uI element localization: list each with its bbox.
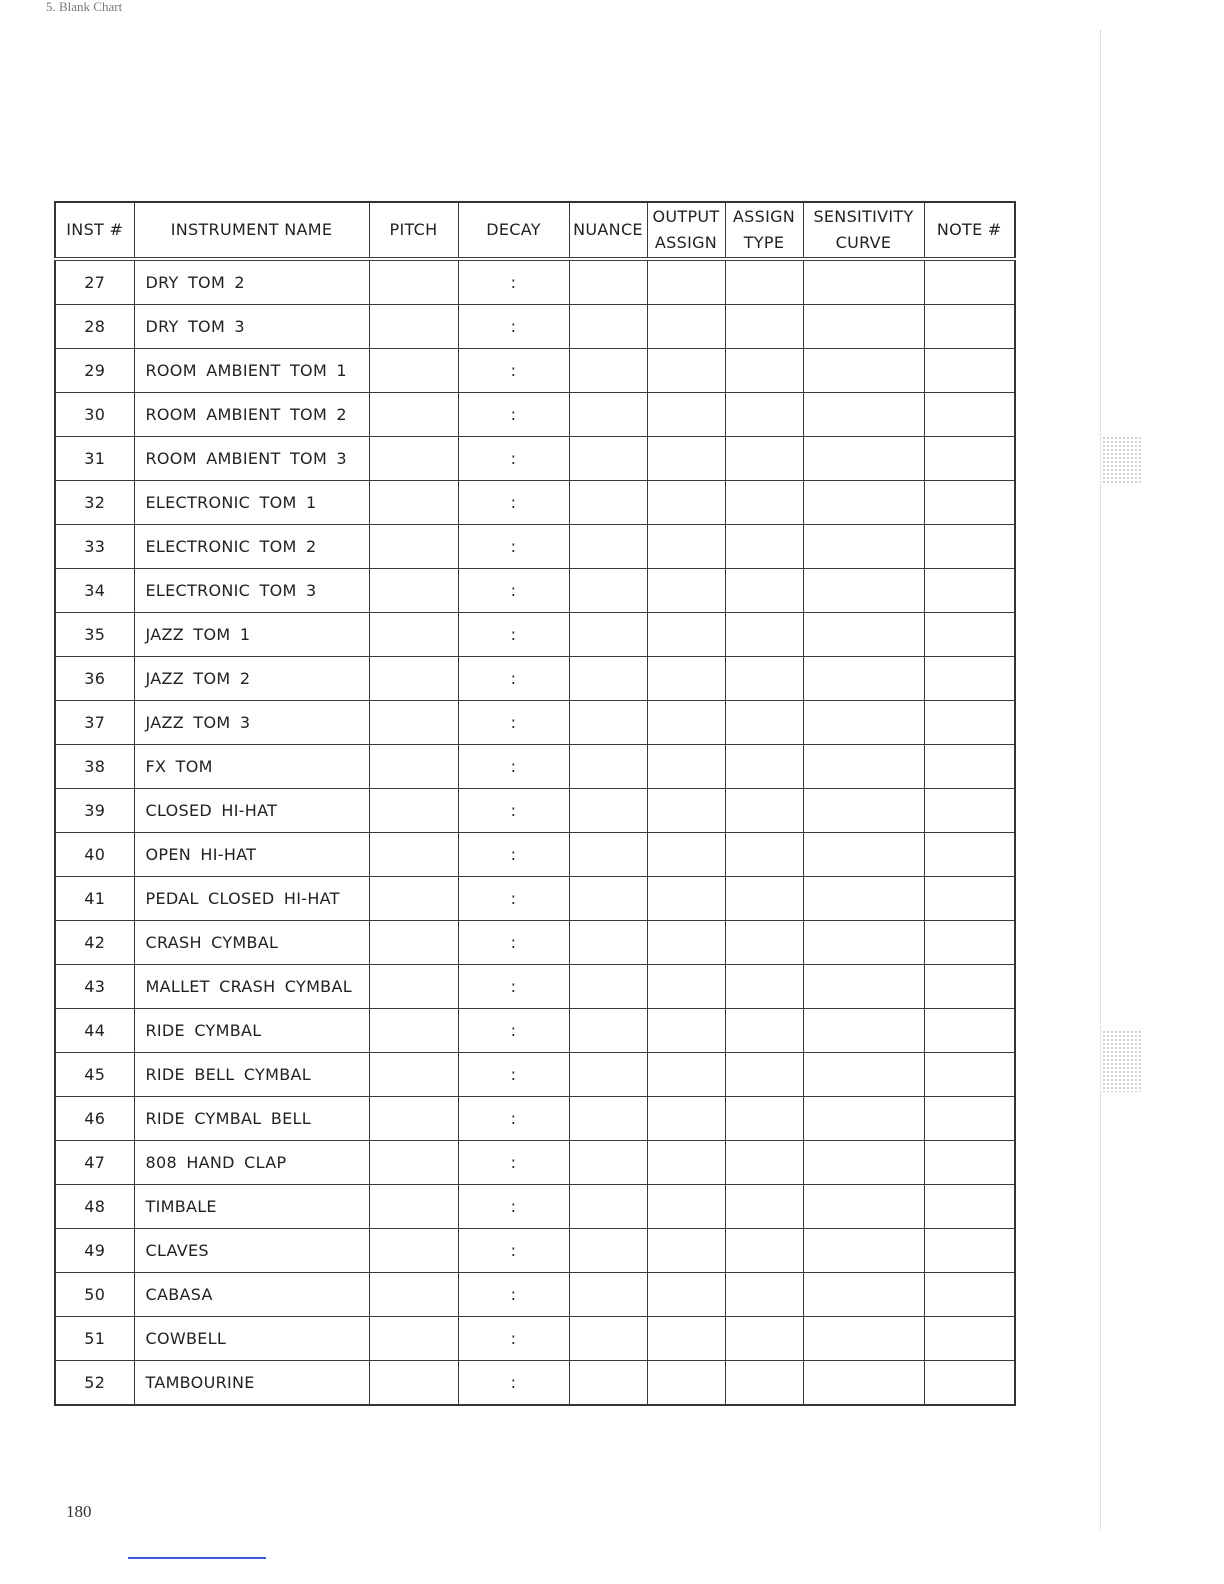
output-assign-cell	[647, 393, 725, 437]
instrument-name-cell: CABASA	[134, 1273, 369, 1317]
instrument-name-cell: CLAVES	[134, 1229, 369, 1273]
inst-number-cell: 40	[55, 833, 134, 877]
assign-type-cell	[725, 789, 803, 833]
assign-type-cell	[725, 1185, 803, 1229]
inst-number-cell: 36	[55, 657, 134, 701]
table-row	[55, 393, 1015, 437]
sensitivity-curve-cell	[803, 701, 924, 745]
assign-type-cell	[725, 1361, 803, 1406]
sensitivity-curve-cell	[803, 1361, 924, 1406]
inst-number-cell: 29	[55, 349, 134, 393]
output-assign-cell	[647, 1185, 725, 1229]
sensitivity-curve-cell	[803, 1097, 924, 1141]
decay-cell: :	[458, 259, 569, 305]
note-number-cell	[924, 745, 1015, 789]
instrument-name-cell: ROOM AMBIENT TOM 1	[134, 349, 369, 393]
table-row	[55, 1361, 1015, 1406]
sensitivity-curve-cell	[803, 1273, 924, 1317]
decay-cell: :	[458, 965, 569, 1009]
output-assign-cell	[647, 1273, 725, 1317]
scan-speckle	[1102, 1030, 1142, 1092]
assign-type-cell	[725, 525, 803, 569]
sensitivity-curve-cell	[803, 877, 924, 921]
note-number-cell	[924, 789, 1015, 833]
note-number-cell	[924, 437, 1015, 481]
nuance-cell	[569, 349, 647, 393]
pitch-cell	[369, 1053, 458, 1097]
decay-cell: :	[458, 1053, 569, 1097]
table-row	[55, 965, 1015, 1009]
pitch-cell	[369, 833, 458, 877]
assign-type-cell	[725, 965, 803, 1009]
pitch-cell	[369, 701, 458, 745]
table-row	[55, 657, 1015, 701]
instrument-name-cell: COWBELL	[134, 1317, 369, 1361]
sensitivity-curve-cell	[803, 965, 924, 1009]
table-row	[55, 1097, 1015, 1141]
header-output-assign	[647, 202, 725, 259]
output-assign-cell	[647, 657, 725, 701]
note-number-cell	[924, 657, 1015, 701]
note-number-cell	[924, 525, 1015, 569]
header-sensitivity-curve-line2: CURVE	[835, 233, 892, 252]
nuance-cell	[569, 1229, 647, 1273]
pitch-cell	[369, 745, 458, 789]
inst-number-cell: 31	[55, 437, 134, 481]
pitch-cell	[369, 305, 458, 349]
sensitivity-curve-cell	[803, 1185, 924, 1229]
note-number-cell	[924, 1053, 1015, 1097]
sensitivity-curve-cell	[803, 657, 924, 701]
table-row	[55, 1317, 1015, 1361]
note-number-cell	[924, 259, 1015, 305]
instrument-name-cell: ELECTRONIC TOM 2	[134, 525, 369, 569]
note-number-cell	[924, 1361, 1015, 1406]
sensitivity-curve-cell	[803, 833, 924, 877]
pitch-cell	[369, 613, 458, 657]
table-row	[55, 833, 1015, 877]
header-assign-type-line1: ASSIGN	[732, 207, 796, 226]
header-note-number: NOTE #	[924, 202, 1015, 259]
output-assign-cell	[647, 349, 725, 393]
running-head-text: 5. Blank Chart	[46, 0, 123, 14]
decay-cell: :	[458, 305, 569, 349]
instrument-name-cell: DRY TOM 2	[134, 259, 369, 305]
decay-cell: :	[458, 745, 569, 789]
inst-number-cell: 34	[55, 569, 134, 613]
note-number-cell	[924, 1141, 1015, 1185]
note-number-cell	[924, 1273, 1015, 1317]
sensitivity-curve-cell	[803, 1009, 924, 1053]
assign-type-cell	[725, 349, 803, 393]
output-assign-cell	[647, 1317, 725, 1361]
inst-number-cell: 27	[55, 259, 134, 305]
instrument-name-cell: DRY TOM 3	[134, 305, 369, 349]
pitch-cell	[369, 1009, 458, 1053]
pitch-cell	[369, 1273, 458, 1317]
assign-type-cell	[725, 1141, 803, 1185]
output-assign-cell	[647, 877, 725, 921]
header-assign-type	[725, 202, 803, 259]
table-row	[55, 1273, 1015, 1317]
output-assign-cell	[647, 259, 725, 305]
inst-number-cell: 49	[55, 1229, 134, 1273]
instrument-name-cell: TAMBOURINE	[134, 1361, 369, 1406]
pitch-cell	[369, 1141, 458, 1185]
assign-type-cell	[725, 921, 803, 965]
output-assign-cell	[647, 965, 725, 1009]
note-number-cell	[924, 1229, 1015, 1273]
output-assign-cell	[647, 1009, 725, 1053]
sensitivity-curve-cell	[803, 745, 924, 789]
output-assign-cell	[647, 569, 725, 613]
pitch-cell	[369, 569, 458, 613]
sensitivity-curve-cell	[803, 1229, 924, 1273]
pitch-cell	[369, 349, 458, 393]
nuance-cell	[569, 965, 647, 1009]
pitch-cell	[369, 1317, 458, 1361]
nuance-cell	[569, 1185, 647, 1229]
table-row	[55, 305, 1015, 349]
table-row	[55, 1053, 1015, 1097]
output-assign-cell	[647, 437, 725, 481]
table-row	[55, 613, 1015, 657]
note-number-cell	[924, 877, 1015, 921]
instrument-chart-table	[54, 201, 1016, 1406]
nuance-cell	[569, 701, 647, 745]
sensitivity-curve-cell	[803, 305, 924, 349]
decay-cell: :	[458, 393, 569, 437]
inst-number-cell: 42	[55, 921, 134, 965]
assign-type-cell	[725, 1229, 803, 1273]
decay-cell: :	[458, 481, 569, 525]
output-assign-cell	[647, 833, 725, 877]
assign-type-cell	[725, 1273, 803, 1317]
instrument-name-cell: RIDE CYMBAL	[134, 1009, 369, 1053]
scan-edge-line	[1100, 30, 1101, 1530]
decay-cell: :	[458, 569, 569, 613]
instrument-name-cell: ELECTRONIC TOM 3	[134, 569, 369, 613]
instrument-name-cell: JAZZ TOM 2	[134, 657, 369, 701]
decay-cell: :	[458, 833, 569, 877]
output-assign-cell	[647, 1229, 725, 1273]
sensitivity-curve-cell	[803, 481, 924, 525]
header-assign-type-line2: TYPE	[743, 233, 785, 252]
instrument-name-cell: ELECTRONIC TOM 1	[134, 481, 369, 525]
nuance-cell	[569, 569, 647, 613]
instrument-name-cell: TIMBALE	[134, 1185, 369, 1229]
decay-cell: :	[458, 657, 569, 701]
instrument-name-cell: JAZZ TOM 3	[134, 701, 369, 745]
sensitivity-curve-cell	[803, 569, 924, 613]
decay-cell: :	[458, 1273, 569, 1317]
output-assign-cell	[647, 481, 725, 525]
pitch-cell	[369, 437, 458, 481]
instrument-name-cell: RIDE BELL CYMBAL	[134, 1053, 369, 1097]
instrument-name-cell: FX TOM	[134, 745, 369, 789]
nuance-cell	[569, 437, 647, 481]
inst-number-cell: 48	[55, 1185, 134, 1229]
instrument-name-cell: ROOM AMBIENT TOM 3	[134, 437, 369, 481]
decay-cell: :	[458, 1317, 569, 1361]
pitch-cell	[369, 1229, 458, 1273]
sensitivity-curve-cell	[803, 1141, 924, 1185]
note-number-cell	[924, 393, 1015, 437]
note-number-cell	[924, 833, 1015, 877]
pitch-cell	[369, 657, 458, 701]
pitch-cell	[369, 921, 458, 965]
output-assign-cell	[647, 613, 725, 657]
instrument-name-cell: PEDAL CLOSED HI-HAT	[134, 877, 369, 921]
output-assign-cell	[647, 1097, 725, 1141]
header-decay: DECAY	[458, 202, 569, 259]
output-assign-cell	[647, 789, 725, 833]
nuance-cell	[569, 481, 647, 525]
inst-number-cell: 28	[55, 305, 134, 349]
instrument-name-cell: 808 HAND CLAP	[134, 1141, 369, 1185]
pitch-cell	[369, 965, 458, 1009]
instrument-name-cell: OPEN HI-HAT	[134, 833, 369, 877]
decay-cell: :	[458, 1009, 569, 1053]
table-row	[55, 1229, 1015, 1273]
note-number-cell	[924, 349, 1015, 393]
nuance-cell	[569, 1141, 647, 1185]
sensitivity-curve-cell	[803, 437, 924, 481]
note-number-cell	[924, 1009, 1015, 1053]
table-row	[55, 569, 1015, 613]
pitch-cell	[369, 259, 458, 305]
table-row	[55, 525, 1015, 569]
table-row	[55, 481, 1015, 525]
page-number: 180	[66, 1502, 92, 1521]
inst-number-cell: 46	[55, 1097, 134, 1141]
nuance-cell	[569, 1317, 647, 1361]
table-row	[55, 349, 1015, 393]
running-head	[46, 0, 123, 24]
assign-type-cell	[725, 437, 803, 481]
sensitivity-curve-cell	[803, 349, 924, 393]
inst-number-cell: 43	[55, 965, 134, 1009]
instrument-name-cell: CLOSED HI-HAT	[134, 789, 369, 833]
note-number-cell	[924, 1185, 1015, 1229]
nuance-cell	[569, 877, 647, 921]
table-row	[55, 921, 1015, 965]
inst-number-cell: 45	[55, 1053, 134, 1097]
assign-type-cell	[725, 701, 803, 745]
header-instrument-name: INSTRUMENT NAME	[134, 202, 369, 259]
instrument-name-cell: RIDE CYMBAL BELL	[134, 1097, 369, 1141]
sensitivity-curve-cell	[803, 613, 924, 657]
decay-cell: :	[458, 1141, 569, 1185]
sensitivity-curve-cell	[803, 1053, 924, 1097]
output-assign-cell	[647, 921, 725, 965]
bottom-rule	[128, 1557, 266, 1559]
table-row	[55, 259, 1015, 305]
sensitivity-curve-cell	[803, 1317, 924, 1361]
header-output-assign-line2: ASSIGN	[654, 233, 718, 252]
header-output-assign-line1: OUTPUT	[652, 207, 720, 226]
inst-number-cell: 38	[55, 745, 134, 789]
decay-cell: :	[458, 349, 569, 393]
assign-type-cell	[725, 1009, 803, 1053]
table-row	[55, 1141, 1015, 1185]
pitch-cell	[369, 393, 458, 437]
table-row	[55, 1185, 1015, 1229]
inst-number-cell: 52	[55, 1361, 134, 1406]
output-assign-cell	[647, 701, 725, 745]
assign-type-cell	[725, 833, 803, 877]
nuance-cell	[569, 613, 647, 657]
inst-number-cell: 30	[55, 393, 134, 437]
decay-cell: :	[458, 789, 569, 833]
decay-cell: :	[458, 437, 569, 481]
decay-cell: :	[458, 877, 569, 921]
inst-number-cell: 37	[55, 701, 134, 745]
table-body	[55, 259, 1015, 1405]
header-sensitivity-curve	[803, 202, 924, 259]
nuance-cell	[569, 1273, 647, 1317]
table-row	[55, 1009, 1015, 1053]
assign-type-cell	[725, 1097, 803, 1141]
sensitivity-curve-cell	[803, 525, 924, 569]
assign-type-cell	[725, 305, 803, 349]
inst-number-cell: 39	[55, 789, 134, 833]
sensitivity-curve-cell	[803, 393, 924, 437]
decay-cell: :	[458, 613, 569, 657]
pitch-cell	[369, 1185, 458, 1229]
assign-type-cell	[725, 481, 803, 525]
nuance-cell	[569, 921, 647, 965]
pitch-cell	[369, 1097, 458, 1141]
nuance-cell	[569, 1009, 647, 1053]
pitch-cell	[369, 481, 458, 525]
nuance-cell	[569, 657, 647, 701]
note-number-cell	[924, 921, 1015, 965]
assign-type-cell	[725, 1317, 803, 1361]
inst-number-cell: 35	[55, 613, 134, 657]
sensitivity-curve-cell	[803, 789, 924, 833]
table-row	[55, 437, 1015, 481]
note-number-cell	[924, 1097, 1015, 1141]
nuance-cell	[569, 1053, 647, 1097]
instrument-name-cell: CRASH CYMBAL	[134, 921, 369, 965]
table-row	[55, 789, 1015, 833]
decay-cell: :	[458, 1229, 569, 1273]
instrument-name-cell: JAZZ TOM 1	[134, 613, 369, 657]
nuance-cell	[569, 745, 647, 789]
instrument-name-cell: ROOM AMBIENT TOM 2	[134, 393, 369, 437]
scan-speckle	[1102, 436, 1142, 484]
header-sensitivity-curve-line1: SENSITIVITY	[813, 207, 914, 226]
inst-number-cell: 51	[55, 1317, 134, 1361]
nuance-cell	[569, 393, 647, 437]
nuance-cell	[569, 305, 647, 349]
header-pitch: PITCH	[369, 202, 458, 259]
assign-type-cell	[725, 745, 803, 789]
note-number-cell	[924, 701, 1015, 745]
note-number-cell	[924, 1317, 1015, 1361]
decay-cell: :	[458, 525, 569, 569]
nuance-cell	[569, 259, 647, 305]
inst-number-cell: 41	[55, 877, 134, 921]
assign-type-cell	[725, 657, 803, 701]
note-number-cell	[924, 569, 1015, 613]
output-assign-cell	[647, 305, 725, 349]
pitch-cell	[369, 1361, 458, 1406]
nuance-cell	[569, 789, 647, 833]
assign-type-cell	[725, 877, 803, 921]
assign-type-cell	[725, 393, 803, 437]
note-number-cell	[924, 305, 1015, 349]
table-row	[55, 701, 1015, 745]
nuance-cell	[569, 1097, 647, 1141]
instrument-name-cell: MALLET CRASH CYMBAL	[134, 965, 369, 1009]
table-row	[55, 877, 1015, 921]
output-assign-cell	[647, 525, 725, 569]
note-number-cell	[924, 613, 1015, 657]
inst-number-cell: 44	[55, 1009, 134, 1053]
table-header-row	[55, 202, 1015, 259]
assign-type-cell	[725, 613, 803, 657]
output-assign-cell	[647, 1361, 725, 1406]
nuance-cell	[569, 833, 647, 877]
inst-number-cell: 32	[55, 481, 134, 525]
output-assign-cell	[647, 1053, 725, 1097]
assign-type-cell	[725, 569, 803, 613]
decay-cell: :	[458, 921, 569, 965]
output-assign-cell	[647, 1141, 725, 1185]
note-number-cell	[924, 965, 1015, 1009]
decay-cell: :	[458, 1185, 569, 1229]
decay-cell: :	[458, 701, 569, 745]
pitch-cell	[369, 789, 458, 833]
decay-cell: :	[458, 1361, 569, 1406]
inst-number-cell: 33	[55, 525, 134, 569]
note-number-cell	[924, 481, 1015, 525]
pitch-cell	[369, 525, 458, 569]
output-assign-cell	[647, 745, 725, 789]
assign-type-cell	[725, 259, 803, 305]
nuance-cell	[569, 525, 647, 569]
decay-cell: :	[458, 1097, 569, 1141]
inst-number-cell: 47	[55, 1141, 134, 1185]
header-nuance: NUANCE	[569, 202, 647, 259]
table-row	[55, 745, 1015, 789]
pitch-cell	[369, 877, 458, 921]
inst-number-cell: 50	[55, 1273, 134, 1317]
sensitivity-curve-cell	[803, 259, 924, 305]
assign-type-cell	[725, 1053, 803, 1097]
sensitivity-curve-cell	[803, 921, 924, 965]
nuance-cell	[569, 1361, 647, 1406]
header-inst-number: INST #	[55, 202, 134, 259]
